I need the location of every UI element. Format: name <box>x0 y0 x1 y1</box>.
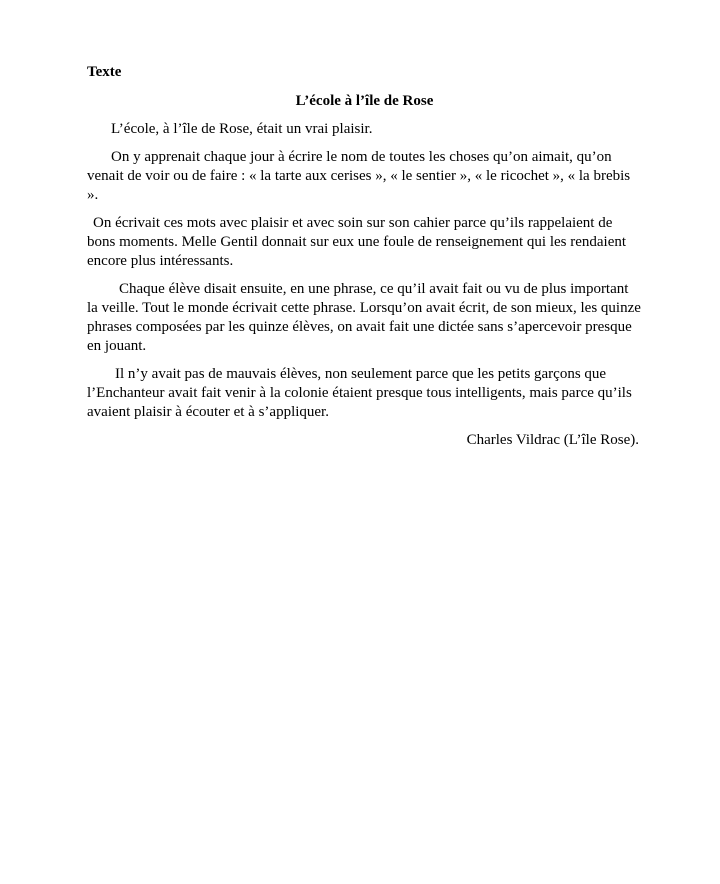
paragraph-5: Il n’y avait pas de mauvais élèves, non seulement parce que les petits garçons que l’Enchanteur avait fait venir à la colonie étaient presque tous intelligents, mais parce qu’ils avaient plaisir à écouter et à s’appliquer. <box>87 366 632 420</box>
paragraph-3: On écrivait ces mots avec plaisir et avec soin sur son cahier parce qu’ils rappelaient de bons moments. Melle Gentil donnait sur eux une foule de renseignement qui les rendaient encore plus intéressants. <box>87 215 627 269</box>
paragraph-4: Chaque élève disait ensuite, en une phrase, ce qu’il avait fait ou vu de plus important la veille. Tout le monde écrivait cette phrase. Lorsqu’on avait écrit, de son mieux, les quinze phrases composées par les quinze élèves, on avait fait une dictée sans s’apercevoir presque en jouant. <box>87 281 641 354</box>
text-title: L’école à l’île de Rose <box>295 93 434 109</box>
paragraph-2: On y apprenait chaque jour à écrire le nom de toutes les choses qu’on aimait, qu’on venait de voir ou de faire : « la tarte aux cerises », « le sentier », « le ricochet », « la brebis ». <box>87 149 631 203</box>
document-page <box>87 63 642 450</box>
paragraph-1: L’école, à l’île de Rose, était un vrai plaisir. <box>111 121 373 137</box>
section-heading: Texte <box>87 64 122 80</box>
author-signature: Charles Vildrac (L’île Rose). <box>466 432 639 448</box>
